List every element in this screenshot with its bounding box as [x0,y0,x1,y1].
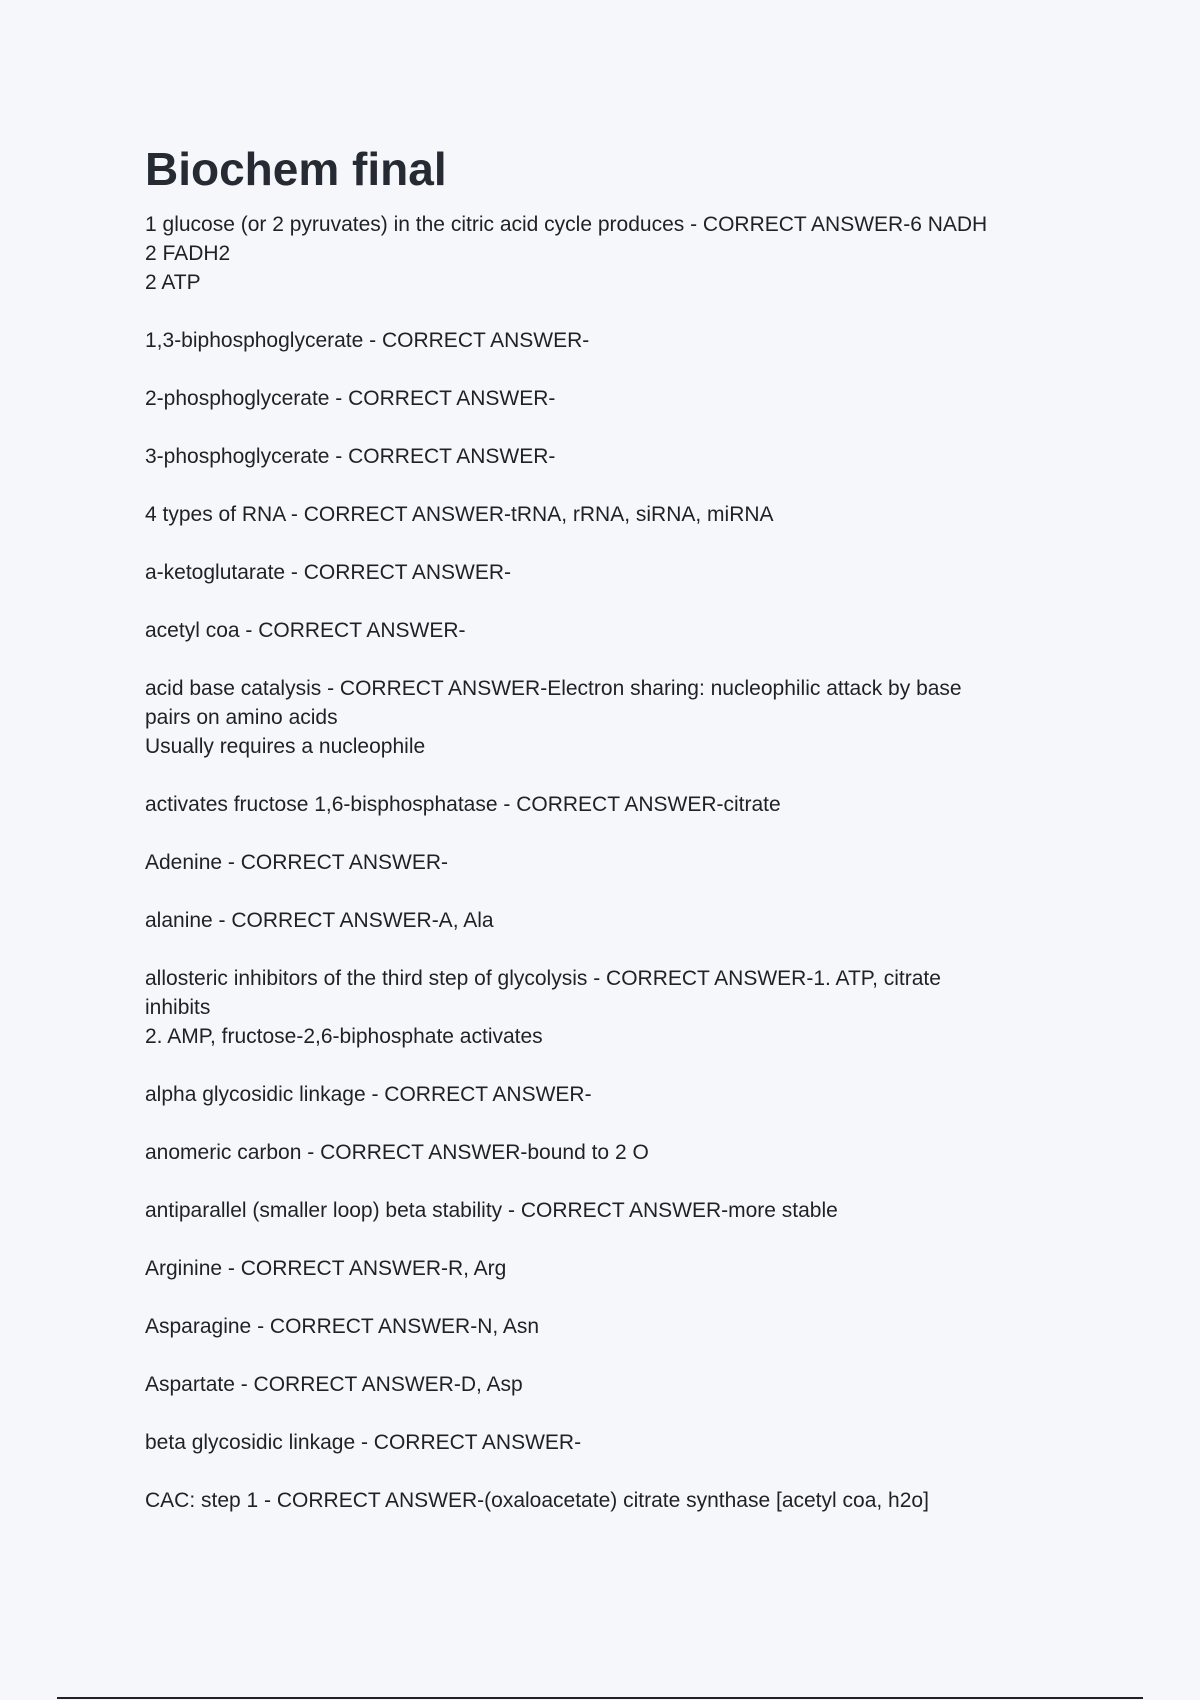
entry-text-line: CAC: step 1 - CORRECT ANSWER-(oxaloacetate) citrate synthase [acetyl coa, h2o] [145,1489,929,1512]
flashcard-entry [145,964,1045,1051]
entry-text-line: anomeric carbon - CORRECT ANSWER-bound to 2 O [145,1141,649,1164]
entry-text-line: a-ketoglutarate - CORRECT ANSWER- [145,561,512,584]
flashcard-entry [145,1196,1045,1225]
document-title: Biochem final [145,143,447,195]
entry-text-line: 2-phosphoglycerate - CORRECT ANSWER- [145,387,556,410]
flashcard-entry [145,1080,1045,1109]
entry-text-line: 4 types of RNA - CORRECT ANSWER-tRNA, rRNA, siRNA, miRNA [145,503,774,526]
flashcard-entry [145,848,1045,877]
entry-text-line: Adenine - CORRECT ANSWER- [145,851,449,874]
entry-text-line: beta glycosidic linkage - CORRECT ANSWER- [145,1431,582,1454]
flashcard-list [145,210,1045,1544]
flashcard-entry [145,558,1045,587]
flashcard-entry [145,326,1045,355]
entry-text-line: 2 ATP [145,271,201,294]
flashcard-entry [145,616,1045,645]
flashcard-entry [145,384,1045,413]
entry-text-line: alpha glycosidic linkage - CORRECT ANSWER- [145,1083,592,1106]
entry-text-line: acetyl coa - CORRECT ANSWER- [145,619,466,642]
entry-text-line: Usually requires a nucleophile [145,735,426,758]
entry-text-line: acid base catalysis - CORRECT ANSWER-Electron sharing: nucleophilic attack by base [145,677,962,700]
flashcard-entry [145,674,1045,761]
entry-text-line: allosteric inhibitors of the third step of glycolysis - CORRECT ANSWER-1. ATP, citrate [145,967,941,990]
flashcard-entry [145,442,1045,471]
entry-text-line: alanine - CORRECT ANSWER-A, Ala [145,909,494,932]
flashcard-entry [145,906,1045,935]
entry-text-line: 1,3-biphosphoglycerate - CORRECT ANSWER- [145,329,590,352]
entry-text-line: Aspartate - CORRECT ANSWER-D, Asp [145,1373,523,1396]
entry-text-line: antiparallel (smaller loop) beta stability - CORRECT ANSWER-more stable [145,1199,838,1222]
entry-text-line: 1 glucose (or 2 pyruvates) in the citric acid cycle produces - CORRECT ANSWER-6 NADH [145,213,988,236]
flashcard-entry [145,1254,1045,1283]
flashcard-entry [145,1312,1045,1341]
entry-text-line: activates fructose 1,6-bisphosphatase - CORRECT ANSWER-citrate [145,793,781,816]
flashcard-entry [145,1486,1045,1515]
flashcard-entry [145,1428,1045,1457]
entry-text-line: Arginine - CORRECT ANSWER-R, Arg [145,1257,507,1280]
entry-text-line: pairs on amino acids [145,706,338,729]
entry-text-line: Asparagine - CORRECT ANSWER-N, Asn [145,1315,540,1338]
flashcard-entry [145,1370,1045,1399]
flashcard-entry [145,790,1045,819]
entry-text-line: 3-phosphoglycerate - CORRECT ANSWER- [145,445,556,468]
entry-text-line: 2. AMP, fructose-2,6-biphosphate activates [145,1025,543,1048]
entry-text-line: inhibits [145,996,211,1019]
flashcard-entry [145,500,1045,529]
flashcard-entry [145,210,1045,297]
flashcard-entry [145,1138,1045,1167]
entry-text-line: 2 FADH2 [145,242,231,265]
page-bottom-rule [57,1697,1143,1699]
